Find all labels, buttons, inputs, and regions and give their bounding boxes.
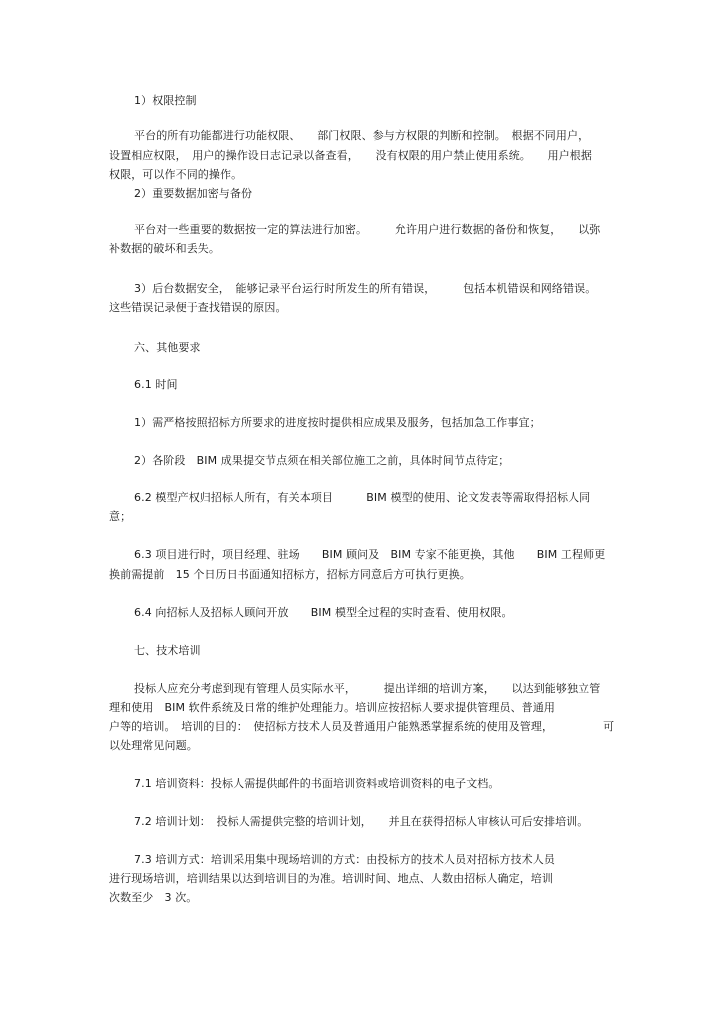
subsection-heading-time: 6.1 时间 — [134, 378, 178, 391]
paragraph-line: 权限，可以作不同的操作。 — [109, 168, 243, 181]
paragraph-line: 次数至少 3 次。 — [109, 891, 198, 904]
heading-data-encryption: 2）重要数据加密与备份 — [134, 187, 253, 200]
paragraph-line: 7.2 培训计划： 投标人需提供完整的培训计划， 并且在获得招标人审核认可后安排培训。 — [134, 815, 589, 828]
paragraph-line: 1）需严格按照招标方所要求的进度按时提供相应成果及服务，包括加急工作事宜； — [134, 416, 541, 429]
paragraph-line: 7.1 培训资料：投标人需提供邮件的书面培训资料或培训资料的电子文档。 — [134, 777, 500, 790]
paragraph-line: 6.3 项目进行时，项目经理、驻场 BIM 顾问及 BIM 专家不能更换，其他 BIM 工程师更 — [134, 548, 606, 561]
paragraph-line: 进行现场培训，培训结果以达到培训目的为准。培训时间、地点、人数由招标人确定，培训 — [109, 872, 553, 885]
heading-permission-control: 1）权限控制 — [134, 94, 197, 107]
section-heading-technical-training: 七、技术培训 — [134, 644, 201, 657]
paragraph-line: 6.4 向招标人及招标人顾问开放 BIM 模型全过程的实时查看、使用权限。 — [134, 606, 513, 619]
paragraph-line: 设置相应权限， 用户的操作设日志记录以备查看， 没有权限的用户禁止使用系统。 用户根据 — [109, 149, 592, 162]
paragraph-line: 7.3 培训方式：培训采用集中现场培训的方式：由投标方的技术人员对招标方技术人员 — [134, 853, 555, 866]
paragraph-line: 平台的所有功能都进行功能权限、 部门权限、参与方权限的判断和控制。 根据不同用户， — [134, 129, 590, 142]
paragraph-line: 以处理常见问题。 — [109, 739, 198, 752]
paragraph-line: 平台对一些重要的数据按一定的算法进行加密。 允许用户进行数据的备份和恢复， 以弥 — [134, 223, 601, 236]
paragraph-line: 意； — [109, 510, 132, 523]
paragraph-line: 投标人应充分考虑到现有管理人员实际水平， 提出详细的培训方案， 以达到能够独立管 — [134, 682, 601, 695]
paragraph-line: 理和使用 BIM 软件系统及日常的维护处理能力。培训应按招标人要求提供管理员、普通用 — [109, 701, 555, 714]
paragraph-line: 3）后台数据安全， 能够记录平台运行时所发生的所有错误， 包括本机错误和网络错误。 — [134, 282, 597, 295]
paragraph-line: 这些错误记录便于查找错误的原因。 — [109, 301, 287, 314]
paragraph-line: 2）各阶段 BIM 成果提交节点须在相关部位施工之前，具体时间节点待定； — [134, 454, 510, 467]
section-heading-other-requirements: 六、其他要求 — [134, 341, 201, 354]
paragraph-line: 户等的培训。 培训的目的： 使招标方技术人员及普通用户能熟悉掌握系统的使用及管理， 可 — [109, 720, 615, 733]
paragraph-line: 补数据的破坏和丢失。 — [109, 242, 220, 255]
paragraph-line: 6.2 模型产权归招标人所有，有关本项目 BIM 模型的使用、论文发表等需取得招标人同 — [134, 491, 591, 504]
paragraph-line: 换前需提前 15 个日历日书面通知招标方，招标方同意后方可执行更换。 — [109, 568, 471, 581]
